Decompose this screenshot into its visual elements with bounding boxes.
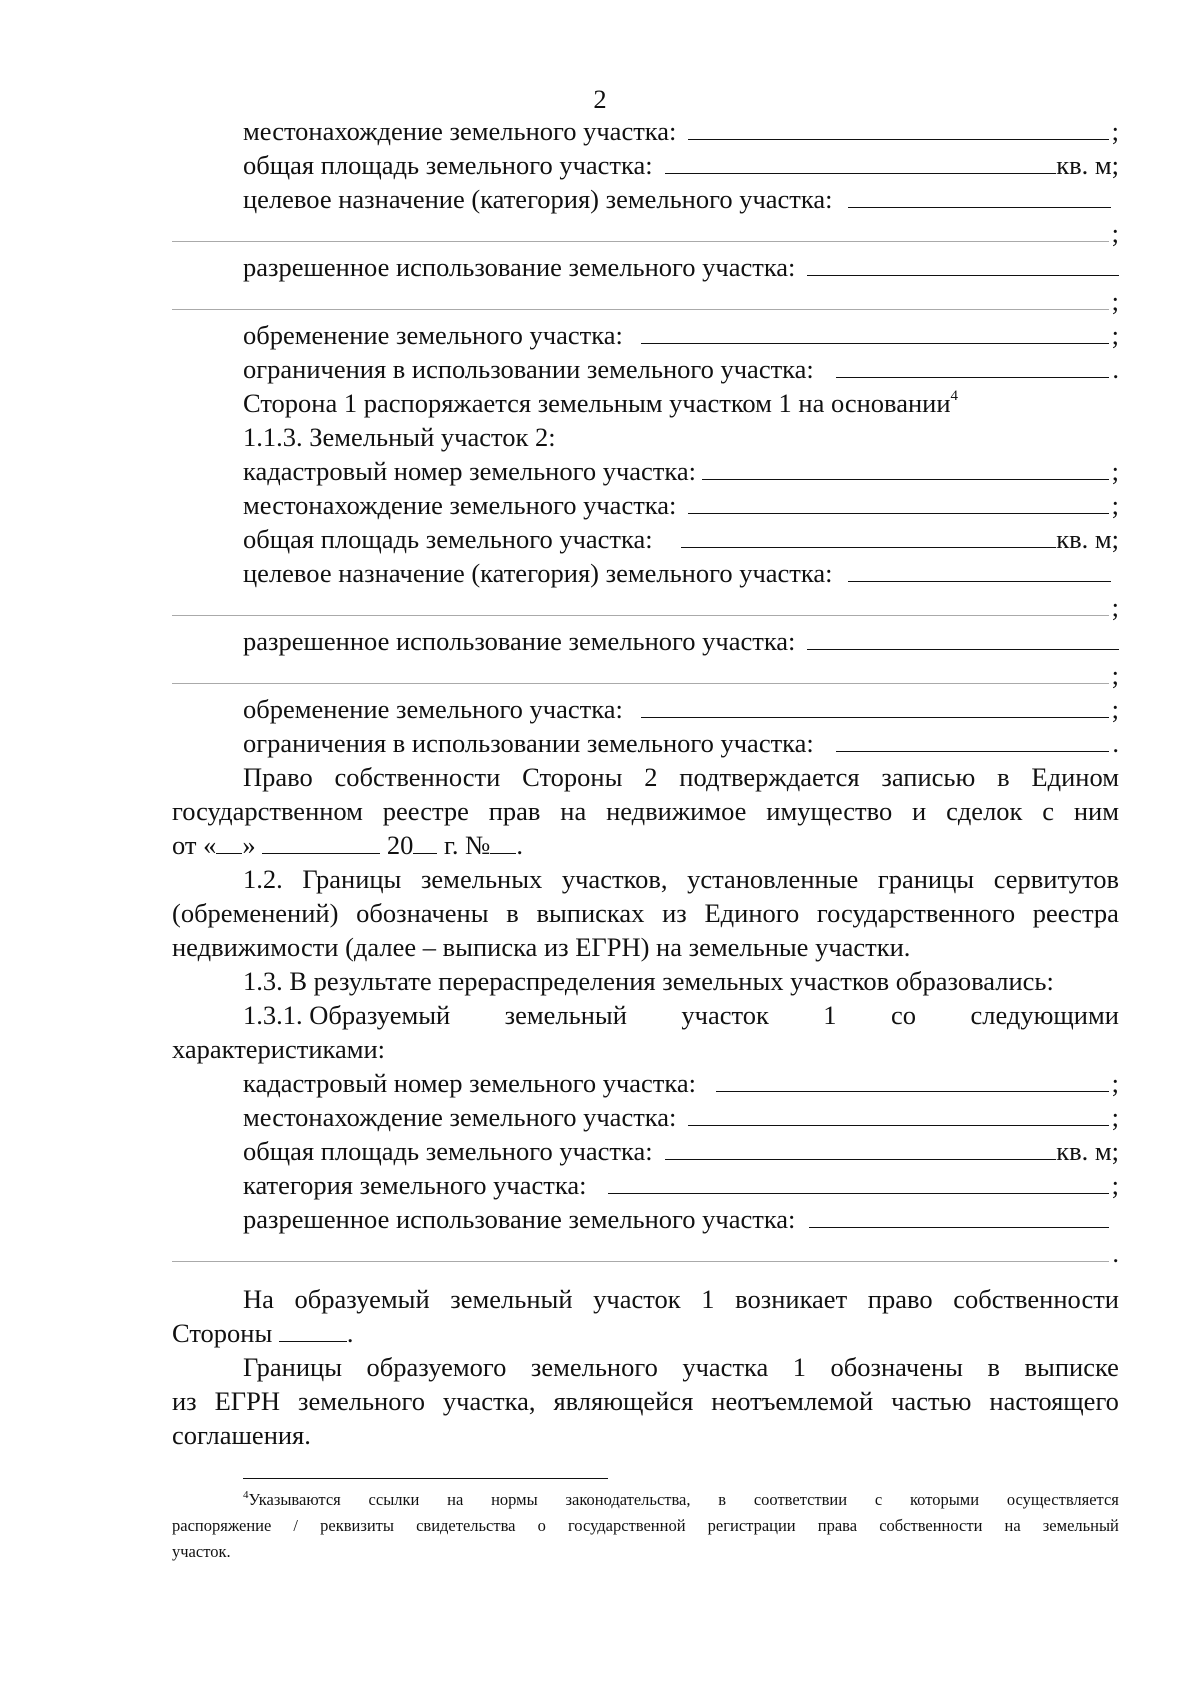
unit-sq-m: кв. м; xyxy=(1056,150,1119,180)
word: земельный xyxy=(1042,1516,1119,1535)
word: Указываются xyxy=(248,1490,341,1509)
word: записью xyxy=(881,762,976,792)
field-location-1 xyxy=(243,114,1119,148)
blank-line xyxy=(172,593,1109,616)
field-permitted-use-formed-continuation xyxy=(172,1236,1119,1270)
field-encumbrance-2 xyxy=(243,692,1119,726)
word: 1.3.1. Образуемый xyxy=(243,1000,451,1030)
word: частью xyxy=(891,1386,972,1416)
field-label: целевое назначение (категория) земельного участка: xyxy=(243,558,833,588)
word: соответствии xyxy=(753,1490,848,1509)
word: образуемый xyxy=(294,1284,430,1314)
field-punct: . xyxy=(1112,354,1119,384)
formed-plot-heading-line2: характеристиками: xyxy=(172,1034,386,1064)
field-area-1 xyxy=(243,148,1119,182)
word: о xyxy=(537,1516,546,1535)
field-punct: ; xyxy=(1111,116,1119,146)
word: нормы xyxy=(491,1490,538,1509)
blank-line xyxy=(641,695,1109,718)
word: в xyxy=(987,1352,1000,1382)
field-punct: ; xyxy=(1111,1170,1119,1200)
word: Границы xyxy=(243,1352,343,1382)
field-label: общая площадь земельного участка: xyxy=(243,1136,653,1166)
blank-line xyxy=(665,151,1057,174)
page-number: 2 xyxy=(593,84,607,114)
blank-number xyxy=(490,831,516,854)
blank-line xyxy=(809,1205,1109,1228)
word: недвижимое xyxy=(606,796,747,826)
field-punct: ; xyxy=(1111,286,1119,316)
blank-line xyxy=(665,1137,1057,1160)
field-label: разрешенное использование земельного участка: xyxy=(243,626,796,656)
basis-line xyxy=(243,386,958,420)
field-label: общая площадь земельного участка: xyxy=(243,150,653,180)
word: следующими xyxy=(970,1000,1119,1030)
word: свидетельства xyxy=(416,1516,516,1535)
party-label: Стороны xyxy=(172,1318,273,1348)
word: права xyxy=(817,1516,858,1535)
formed-bounds-line2 xyxy=(172,1384,1119,1418)
number-label: г. № xyxy=(443,830,491,860)
field-permitted-use-formed xyxy=(243,1202,1119,1236)
blank-line xyxy=(836,729,1110,752)
blank-line xyxy=(608,1171,1108,1194)
blank-year xyxy=(413,831,437,854)
blank-line xyxy=(172,661,1109,684)
footnote-separator xyxy=(243,1478,608,1479)
word: на xyxy=(1004,1516,1021,1535)
word: / xyxy=(293,1516,299,1535)
word: с xyxy=(1042,796,1055,826)
blank-line xyxy=(688,491,1108,514)
field-area-2 xyxy=(243,522,1119,556)
word: государственного xyxy=(816,898,1016,928)
word: с xyxy=(874,1490,883,1509)
field-purpose-2-continuation xyxy=(172,590,1119,624)
word: из xyxy=(662,898,687,928)
footnote-ref: 4 xyxy=(950,388,959,404)
blank-line xyxy=(688,117,1108,140)
field-punct: ; xyxy=(1111,320,1119,350)
word: возникает xyxy=(735,1284,848,1314)
basis-text: Сторона 1 распоряжается земельным участком 1 на основании xyxy=(243,388,951,418)
word: земельного xyxy=(297,1386,425,1416)
field-label: местонахождение земельного участка: xyxy=(243,1102,677,1132)
word: участка xyxy=(682,1352,769,1382)
blank-line xyxy=(716,1069,1109,1092)
unit-sq-m: кв. м; xyxy=(1056,524,1119,554)
field-punct: ; xyxy=(1111,592,1119,622)
word: в xyxy=(997,762,1010,792)
word: собственности xyxy=(879,1516,983,1535)
field-label: ограничения в использовании земельного участка: xyxy=(243,728,814,758)
word: сделок xyxy=(946,796,1023,826)
field-punct: ; xyxy=(1111,694,1119,724)
word: обозначены xyxy=(356,898,489,928)
word: право xyxy=(867,1284,933,1314)
word: Границы xyxy=(302,864,402,894)
blank-line xyxy=(172,287,1109,310)
footnote-line2 xyxy=(172,1514,1119,1538)
word: собственности xyxy=(953,1284,1119,1314)
word: Едином xyxy=(1031,762,1119,792)
blank-line xyxy=(807,627,1119,650)
word: реестра xyxy=(1032,898,1119,928)
field-label: категория земельного участка: xyxy=(243,1170,587,1200)
field-cadastral-formed xyxy=(243,1066,1119,1100)
field-label: кадастровый номер земельного участка: xyxy=(243,1068,696,1098)
blank-party xyxy=(279,1319,347,1342)
field-permitted-use-1-continuation xyxy=(172,284,1119,318)
blank-line xyxy=(836,355,1110,378)
field-category-formed xyxy=(243,1168,1119,1202)
word: государственной xyxy=(567,1516,686,1535)
field-label: общая площадь земельного участка: xyxy=(243,524,653,554)
field-punct: ; xyxy=(1111,1102,1119,1132)
word: 1 xyxy=(701,1284,715,1314)
result-line: 1.3. В результате перераспределения земельных участков образовались: xyxy=(243,966,1054,996)
blank-line xyxy=(702,457,1109,480)
blank-line xyxy=(172,1239,1109,1262)
right-paragraph-line1 xyxy=(243,1282,1119,1316)
field-purpose-1 xyxy=(243,182,1119,216)
word: границы xyxy=(877,864,975,894)
formed-bounds-line1 xyxy=(243,1350,1119,1384)
word: Единого xyxy=(704,898,800,928)
word: подтверждается xyxy=(679,762,860,792)
word: в xyxy=(506,898,519,928)
word: осуществляется xyxy=(1006,1490,1119,1509)
word: неотъемлемой xyxy=(711,1386,874,1416)
date-prefix: от « xyxy=(172,830,217,860)
field-label: кадастровый номер земельного участка: xyxy=(243,456,696,486)
boundaries-line2 xyxy=(172,896,1119,930)
word: обозначены xyxy=(830,1352,963,1382)
word: в xyxy=(718,1490,727,1509)
blank-line xyxy=(848,185,1111,208)
word: выписках xyxy=(536,898,645,928)
word: (обременений) xyxy=(172,898,339,928)
right-paragraph-line2 xyxy=(172,1316,354,1350)
field-purpose-1-continuation xyxy=(172,216,1119,250)
field-punct: ; xyxy=(1111,218,1119,248)
word: земельный xyxy=(450,1284,573,1314)
field-cadastral-2 xyxy=(243,454,1119,488)
blank-line xyxy=(688,1103,1108,1126)
word: со xyxy=(891,1000,917,1030)
period: . xyxy=(516,830,524,860)
blank-line xyxy=(172,219,1109,242)
word: участок xyxy=(681,1000,769,1030)
blank-line xyxy=(848,559,1111,582)
field-label: местонахождение земельного участка: xyxy=(243,116,677,146)
word: участок xyxy=(593,1284,681,1314)
word: реестре xyxy=(382,796,469,826)
word: законодательства, xyxy=(565,1490,691,1509)
field-label: разрешенное использование земельного участка: xyxy=(243,1204,796,1234)
formed-plot-heading-line1 xyxy=(243,998,1119,1032)
field-restrictions-1 xyxy=(243,352,1119,386)
word: 1 xyxy=(792,1352,807,1382)
footnote-number: 4 xyxy=(243,1489,249,1501)
word: земельного xyxy=(530,1352,658,1382)
field-permitted-use-1 xyxy=(243,250,1119,284)
quote-close: » xyxy=(242,830,256,860)
field-encumbrance-1 xyxy=(243,318,1119,352)
field-punct: . xyxy=(1112,728,1119,758)
word: государственном xyxy=(172,796,363,826)
footnote-line1 xyxy=(243,1488,1119,1512)
word: и xyxy=(912,796,927,826)
plot2-heading: 1.1.3. Земельный участок 2: xyxy=(243,422,556,452)
blank-line xyxy=(641,321,1109,344)
word: настоящего xyxy=(989,1386,1119,1416)
field-area-formed xyxy=(243,1134,1119,1168)
field-purpose-2 xyxy=(243,556,1119,590)
field-punct: . xyxy=(1112,1238,1119,1268)
word: имущество xyxy=(766,796,893,826)
field-label: местонахождение земельного участка: xyxy=(243,490,677,520)
word: ЕГРН xyxy=(214,1386,281,1416)
blank-month xyxy=(262,831,380,854)
word: регистрации xyxy=(707,1516,796,1535)
ownership-paragraph-line1 xyxy=(243,760,1119,794)
footnote-line3: участок. xyxy=(172,1542,231,1561)
ownership-paragraph-line3 xyxy=(172,828,523,862)
word: образуемого xyxy=(366,1352,507,1382)
field-label: обременение земельного участка: xyxy=(243,320,623,350)
word: участка, xyxy=(442,1386,536,1416)
word: выписке xyxy=(1024,1352,1119,1382)
field-punct: ; xyxy=(1111,490,1119,520)
word: 2 xyxy=(644,762,658,792)
formed-bounds-line3: соглашения. xyxy=(172,1420,311,1450)
field-permitted-use-2-continuation xyxy=(172,658,1119,692)
blank-line xyxy=(807,253,1119,276)
word: на xyxy=(560,796,587,826)
word: участков, xyxy=(561,864,668,894)
blank-line xyxy=(681,525,1057,548)
word: прав xyxy=(488,796,541,826)
boundaries-line3: недвижимости (далее – выписка из ЕГРН) на земельные участки. xyxy=(172,932,911,962)
year-prefix: 20 xyxy=(386,830,414,860)
boundaries-line1 xyxy=(243,862,1119,896)
word: Право xyxy=(243,762,313,792)
word: распоряжение xyxy=(172,1516,272,1535)
field-label: обременение земельного участка: xyxy=(243,694,623,724)
field-restrictions-2 xyxy=(243,726,1119,760)
word: земельных xyxy=(420,864,543,894)
field-location-formed xyxy=(243,1100,1119,1134)
blank-day xyxy=(216,831,242,854)
word: Стороны xyxy=(522,762,623,792)
word: из xyxy=(172,1386,197,1416)
word: 1 xyxy=(823,1000,837,1030)
word: установленные xyxy=(687,864,859,894)
word: земельный xyxy=(504,1000,627,1030)
word: на xyxy=(447,1490,464,1509)
field-punct: ; xyxy=(1111,456,1119,486)
word: ним xyxy=(1073,796,1119,826)
field-label: ограничения в использовании земельного участка: xyxy=(243,354,814,384)
word xyxy=(243,1488,341,1512)
field-label: целевое назначение (категория) земельного участка: xyxy=(243,184,833,214)
word: сервитутов xyxy=(993,864,1119,894)
word: которыми xyxy=(909,1490,980,1509)
word: ссылки xyxy=(368,1490,420,1509)
field-punct: ; xyxy=(1111,660,1119,690)
field-location-2 xyxy=(243,488,1119,522)
ownership-paragraph-line2 xyxy=(172,794,1119,828)
word: являющейся xyxy=(553,1386,694,1416)
word: реквизиты xyxy=(320,1516,394,1535)
word: На xyxy=(243,1284,274,1314)
period: . xyxy=(346,1318,354,1348)
word: собственности xyxy=(334,762,501,792)
field-permitted-use-2 xyxy=(243,624,1119,658)
field-label: разрешенное использование земельного участка: xyxy=(243,252,796,282)
word: 1.2. xyxy=(243,864,283,894)
field-punct: ; xyxy=(1111,1068,1119,1098)
unit-sq-m: кв. м; xyxy=(1056,1136,1119,1166)
